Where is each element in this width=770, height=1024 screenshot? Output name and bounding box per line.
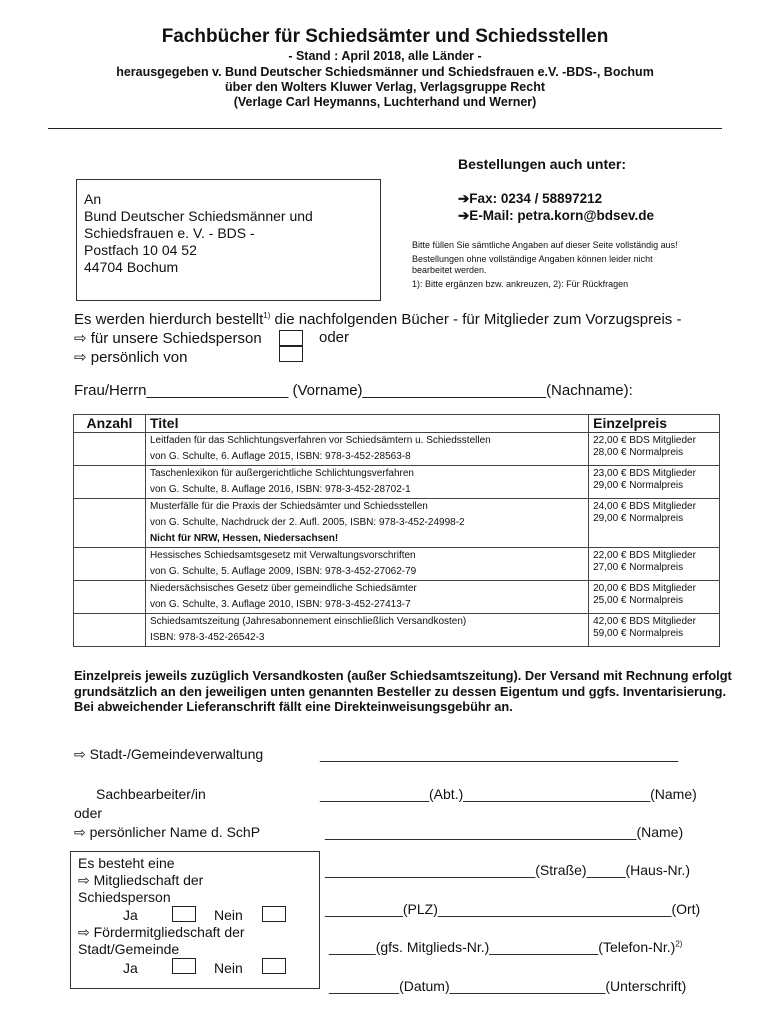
title-line: Hessisches Schiedsamtsgesetz mit Verwaltungsvorschriften <box>149 550 416 561</box>
option-schiedsperson <box>74 329 262 347</box>
note-line-2: Bestellungen ohne vollständige Angaben können leider nicht <box>412 254 653 264</box>
sachbearbeiter-label: Sachbearbeiter/in <box>96 786 206 802</box>
address-line-4: Postfach 10 04 52 <box>84 242 197 258</box>
oder-label-2: oder <box>74 805 103 821</box>
option-schiedsperson-label: ⇨ für unsere Schiedsperson <box>74 330 262 347</box>
title-line: Niedersächsisches Gesetz über gemeindliche Schiedsämter <box>149 583 417 594</box>
quantity-cell[interactable] <box>74 614 146 647</box>
title-cell <box>145 614 588 647</box>
price-cell <box>589 433 720 466</box>
mitglied-fill-line[interactable] <box>329 939 682 955</box>
oder-label: oder <box>319 329 350 346</box>
quantity-cell[interactable] <box>74 499 146 548</box>
table-header-row <box>74 415 720 433</box>
persoenlich-fill-line[interactable]: ________________________________________(Name) <box>325 824 684 840</box>
stand-line: - Stand : April 2018, alle Länder - <box>288 49 482 63</box>
title-line: von G. Schulte, 3. Auflage 2010, ISBN: 978-3-452-27413-7 <box>149 599 411 610</box>
shipping-notice: Einzelpreis jeweils zuzüglich Versandkosten (außer Schiedsamtszeitung). Der Versand mit Rechnung erfolgt grundsätzlich an den jeweiligen unten genannten Besteller zu dessen Eigentum und ggfs. Inventarisierung. Bei abweichender Lieferanschrift fällt eine Direkteinweisungsgebühr an. <box>74 668 732 714</box>
plz-fill-line[interactable]: __________(PLZ)______________________________(Ort) <box>325 901 701 917</box>
quantity-cell[interactable] <box>74 433 146 466</box>
quantity-cell[interactable] <box>74 466 146 499</box>
title-cell <box>145 581 588 614</box>
abt-fill-line[interactable]: ______________(Abt.)________________________(Name) <box>320 786 697 802</box>
address-line-1: An <box>84 191 102 207</box>
price-line: 29,00 € Normalpreis <box>593 480 684 491</box>
address-line-2: Bund Deutscher Schiedsmänner und <box>84 208 313 224</box>
orders-title: Bestellungen auch unter: <box>458 156 627 172</box>
address-line-5: 44704 Bochum <box>84 259 179 275</box>
ja-label-1: Ja <box>123 907 138 923</box>
membership-line-2: ⇨ Mitgliedschaft der <box>78 872 204 888</box>
table-row <box>74 614 720 647</box>
price-line: 27,00 € Normalpreis <box>593 562 684 573</box>
price-line: 42,00 € BDS Mitglieder <box>593 616 696 627</box>
price-line: 20,00 € BDS Mitglieder <box>593 583 696 594</box>
intro-text-b: die nachfolgenden Bücher - für Mitglieder zum Vorzugspreis - <box>270 311 682 328</box>
checkbox-ja-2[interactable] <box>172 957 196 975</box>
title-line: ISBN: 978-3-452-26542-3 <box>149 632 265 643</box>
title-cell <box>145 466 588 499</box>
checkbox-nein-1[interactable] <box>262 905 286 923</box>
nein-label-1: Nein <box>214 907 243 923</box>
price-line: 23,00 € BDS Mitglieder <box>593 468 696 479</box>
header-anzahl: Anzahl <box>74 415 146 433</box>
quantity-cell[interactable] <box>74 581 146 614</box>
divider <box>48 128 722 129</box>
title-line: von G. Schulte, 5. Auflage 2009, ISBN: 978-3-452-27062-79 <box>149 566 417 577</box>
checkbox-persoenlich[interactable] <box>279 345 303 363</box>
strasse-fill-line[interactable]: ___________________________(Straße)_____(Haus-Nr.) <box>325 862 691 878</box>
price-line: 28,00 € Normalpreis <box>593 447 684 458</box>
price-line: 25,00 € Normalpreis <box>593 595 684 606</box>
title-line: Schiedsamtszeitung (Jahresabonnement einschließlich Versandkosten) <box>149 616 467 627</box>
publisher-line-2: über den Wolters Kluwer Verlag, Verlagsgruppe Recht <box>225 80 545 94</box>
checkbox-nein-2[interactable] <box>262 957 286 975</box>
table-row <box>74 433 720 466</box>
page-title: Fachbücher für Schiedsämter und Schiedsstellen <box>161 26 609 47</box>
books-table <box>73 414 720 647</box>
table-row <box>74 466 720 499</box>
membership-line-5: Stadt/Gemeinde <box>78 941 180 957</box>
email-line: ➔E-Mail: petra.korn@bdsev.de <box>458 208 655 223</box>
title-line: Taschenlexikon für außergerichtliche Schlichtungsverfahren <box>149 468 414 479</box>
address-line-3: Schiedsfrauen e. V. - BDS - <box>84 225 255 241</box>
price-line: 24,00 € BDS Mitglieder <box>593 501 696 512</box>
ja-label-2: Ja <box>123 960 138 976</box>
mitglied-sup: 2) <box>675 939 683 949</box>
note-line-4: 1): Bitte ergänzen bzw. ankreuzen, 2): Für Rückfragen <box>412 279 629 289</box>
intro-text-a: Es werden hierdurch bestellt <box>74 311 264 328</box>
checkbox-ja-1[interactable] <box>172 905 196 923</box>
price-line: 22,00 € BDS Mitglieder <box>593 435 696 446</box>
stadt-fill-line[interactable]: ______________________________________________ <box>320 746 679 762</box>
membership-line-4: ⇨ Fördermitgliedschaft der <box>78 924 245 940</box>
price-cell <box>589 548 720 581</box>
note-line-1: Bitte füllen Sie sämtliche Angaben auf dieser Seite vollständig aus! <box>412 240 678 250</box>
title-line: Leitfaden für das Schlichtungsverfahren vor Schiedsämtern u. Schiedsstellen <box>149 435 491 446</box>
quantity-cell[interactable] <box>74 548 146 581</box>
table-row <box>74 548 720 581</box>
datum-fill-line[interactable]: _________(Datum)____________________(Unterschrift) <box>329 978 687 994</box>
price-line: 29,00 € Normalpreis <box>593 513 684 524</box>
persoenlich-label: ⇨ persönlicher Name d. SchP <box>74 824 261 840</box>
table-row <box>74 499 720 548</box>
membership-line-3: Schiedsperson <box>78 889 171 905</box>
header-einzelpreis: Einzelpreis <box>589 415 720 433</box>
intro-sup: 1) <box>263 311 271 320</box>
membership-line-1: Es besteht eine <box>78 855 175 871</box>
mitglied-fill-text: ______(gfs. Mitglieds-Nr.)______________(Telefon-Nr.) <box>329 939 676 955</box>
title-line: Musterfälle für die Praxis der Schiedsämter und Schiedsstellen <box>149 501 428 512</box>
price-line: 22,00 € BDS Mitglieder <box>593 550 696 561</box>
price-cell <box>589 499 720 548</box>
fax-line: ➔Fax: 0234 / 58897212 <box>458 191 603 206</box>
header-titel: Titel <box>145 415 588 433</box>
title-line: Nicht für NRW, Hessen, Niedersachsen! <box>149 533 339 544</box>
table-row <box>74 581 720 614</box>
title-line: von G. Schulte, 6. Auflage 2015, ISBN: 978-3-452-28563-8 <box>149 451 411 462</box>
title-line: von G. Schulte, 8. Auflage 2016, ISBN: 978-3-452-28702-1 <box>149 484 411 495</box>
price-cell <box>589 466 720 499</box>
title-cell <box>145 433 588 466</box>
stadt-label: ⇨ Stadt-/Gemeindeverwaltung <box>74 746 264 762</box>
option-persoenlich-label: ⇨ persönlich von <box>74 349 188 366</box>
nein-label-2: Nein <box>214 960 243 976</box>
price-cell <box>589 614 720 647</box>
publisher-line-3: (Verlage Carl Heymanns, Luchterhand und Werner) <box>233 95 537 109</box>
publisher-line-1: herausgegeben v. Bund Deutscher Schiedsmänner und Schiedsfrauen e.V. -BDS-, Bochum <box>116 65 654 79</box>
note-line-3: bearbeitet werden. <box>412 265 487 275</box>
title-cell <box>145 548 588 581</box>
intro-line <box>74 311 681 328</box>
price-cell <box>589 581 720 614</box>
price-line: 59,00 € Normalpreis <box>593 628 684 639</box>
title-line: von G. Schulte, Nachdruck der 2. Aufl. 2005, ISBN: 978-3-452-24998-2 <box>149 517 465 528</box>
title-cell <box>145 499 588 548</box>
name-fill-line[interactable]: Frau/Herrn_________________ (Vorname)______________________(Nachname): <box>74 382 633 399</box>
